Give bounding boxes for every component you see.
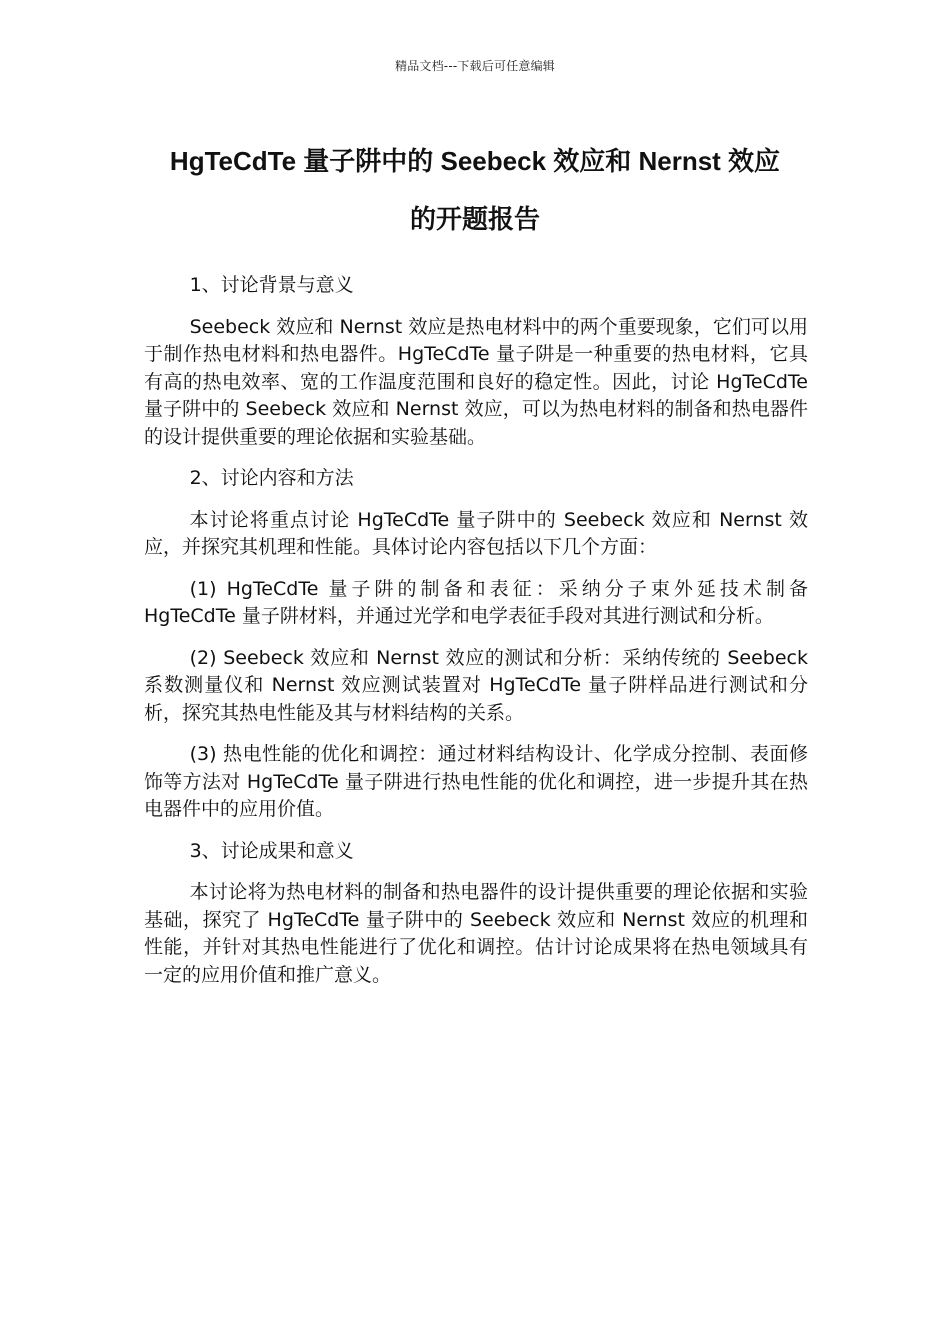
section-2-item-3: (3) 热电性能的优化和调控：通过材料结构设计、化学成分控制、表面修饰等方法对 HgTeCdTe 量子阱进行热电性能的优化和调控，进一步提升其在热电器件中的应用价值。: [144, 743, 808, 820]
title-line-1: HgTeCdTe 量子阱中的 Seebeck 效应和 Nernst 效应: [169, 146, 781, 176]
section-3-paragraph: 本讨论将为热电材料的制备和热电器件的设计提供重要的理论依据和实验基础，探究了 HgTeCdTe 量子阱中的 Seebeck 效应和 Nernst 效应的机理和性能，并针对其热电性能进行了优化和调控。估计讨论成果将在热电领域具有一定的应用价值和推广意义。: [144, 881, 808, 986]
section-2-item-2: (2) Seebeck 效应和 Nernst 效应的测试和分析：采纳传统的 Seebeck 系数测量仪和 Nernst 效应测试装置对 HgTeCdTe 量子阱样品进行测试和分析，探究其热电性能及其与材料结构的关系。: [144, 646, 808, 724]
section-2-heading: 2、讨论内容和方法: [189, 467, 354, 489]
section-1-paragraph: Seebeck 效应和 Nernst 效应是热电材料中的两个重要现象，它们可以用于制作热电材料和热电器件。HgTeCdTe 量子阱是一种重要的热电材料，它具有高的热电效率、宽的工作温度范围和良好的稳定性。因此，讨论 HgTeCdTe 量子阱中的 Seebeck 效应和 Nernst 效应，可以为热电材料的制备和热电器件的设计提供重要的理论依据和实验基础。: [144, 315, 808, 448]
title-line-2: 的开题报告: [409, 204, 540, 234]
section-1-heading: 1、讨论背景与意义: [189, 274, 354, 296]
section-2-paragraph: 本讨论将重点讨论 HgTeCdTe 量子阱中的 Seebeck 效应和 Nernst 效应，并探究其机理和性能。具体讨论内容包括以下几个方面：: [144, 508, 808, 558]
section-3-heading: 3、讨论成果和意义: [189, 839, 354, 862]
document-title: [130, 132, 820, 248]
document-body: [144, 272, 808, 1003]
header-note: 精品文档---下载后可任意编辑: [395, 59, 555, 73]
section-2-item-1: (1) HgTeCdTe 量子阱的制备和表征：采纳分子束外延技术制备 HgTeCdTe 量子阱材料，并通过光学和电学表征手段对其进行测试和分析。: [144, 577, 808, 627]
